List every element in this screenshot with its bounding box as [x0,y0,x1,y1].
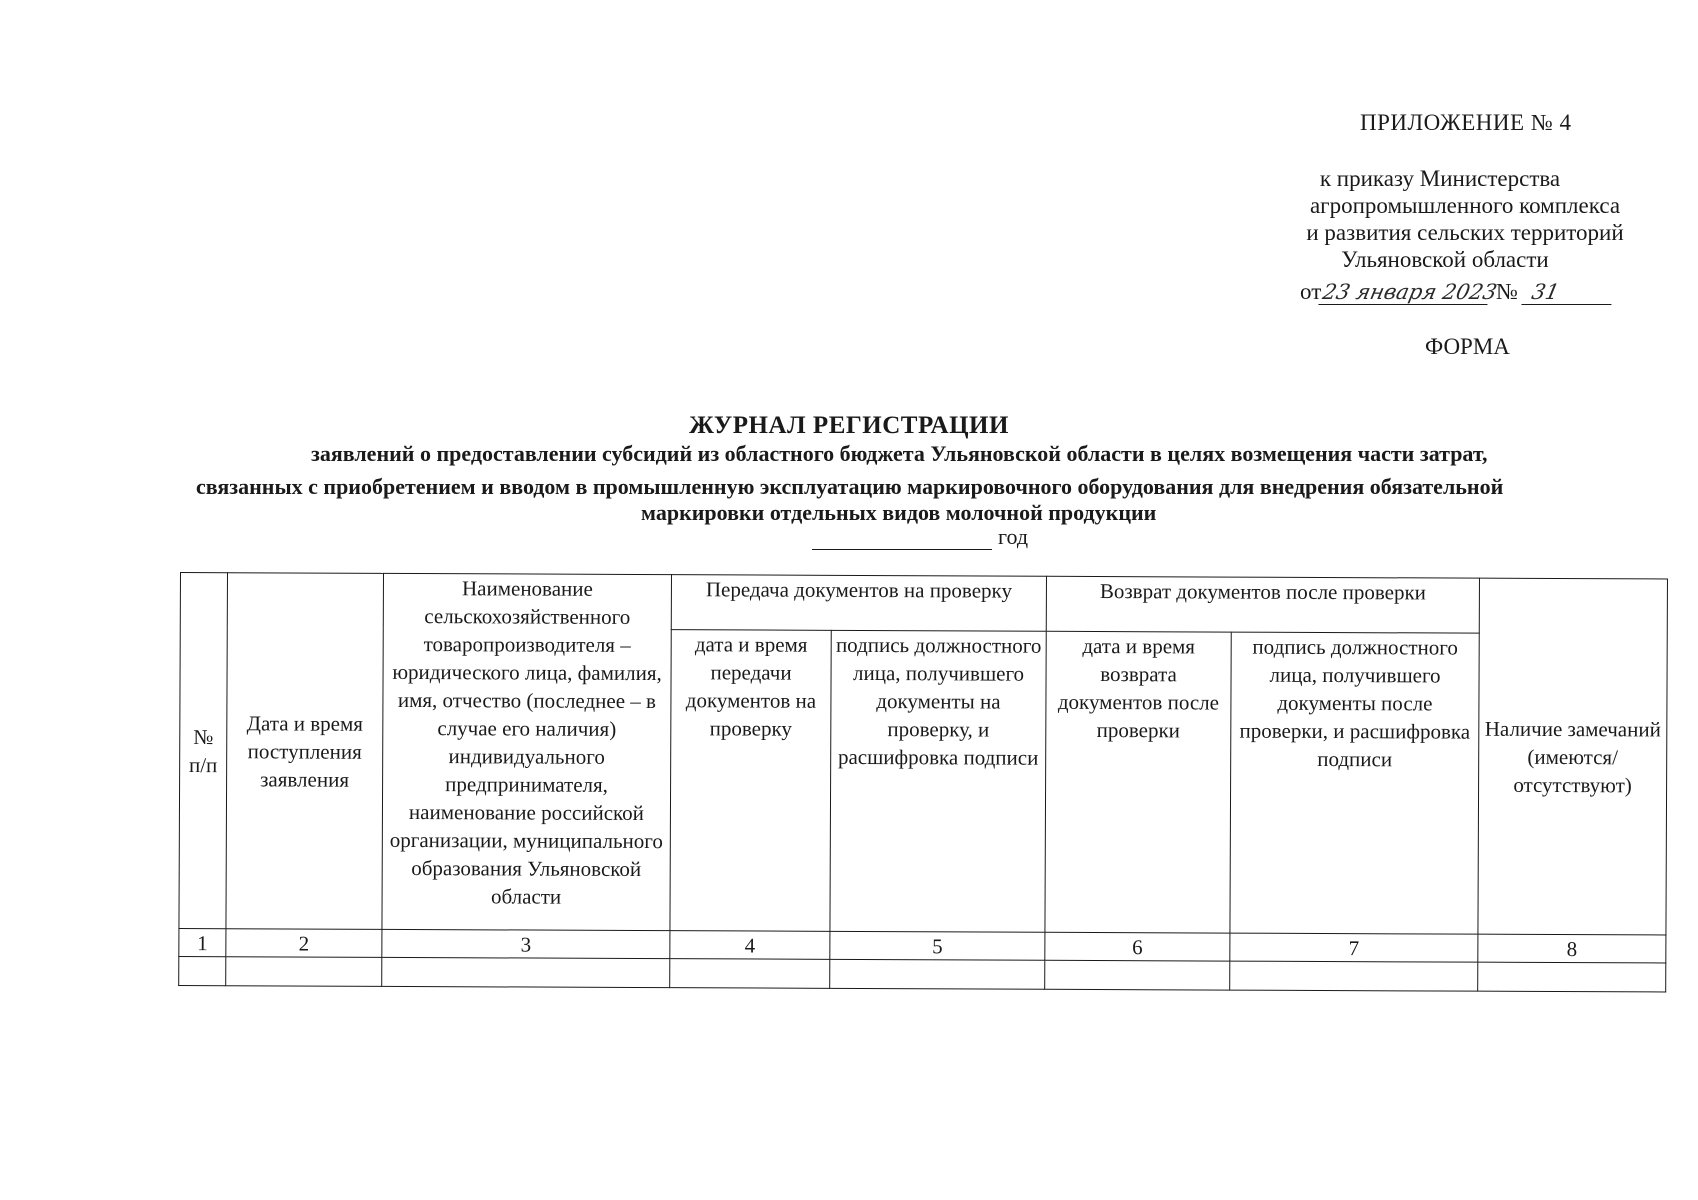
table-cell [1045,960,1230,990]
year-label: год [998,524,1029,549]
table-cell [830,959,1045,989]
column-number: 2 [226,929,382,958]
form-label: ФОРМА [1425,334,1510,359]
handwritten-order-number: 31 [1521,280,1616,305]
journal-subtitle-line: связанных с приобретением и вводом в промышленную эксплуатацию маркировочного оборудования для внедрения обязательной [196,474,1504,499]
year-blank-field [812,527,992,550]
header-cell-remarks: Наличие замечаний (имеются/ отсутствуют) [1478,578,1668,935]
column-number: 1 [179,928,226,956]
column-number: 8 [1478,934,1666,963]
column-number: 4 [670,931,830,960]
registration-table [178,572,1668,992]
order-date-number-line [1300,279,1614,305]
order-reference-line: Ульяновской области [1341,247,1549,272]
journal-title: ЖУРНАЛ РЕГИСТРАЦИИ [689,412,1009,439]
column-number: 7 [1230,933,1478,962]
table-row [179,956,1666,991]
header-cell-number: № п/п [179,573,228,929]
header-group-return: Возврат документов после проверки [1046,576,1479,633]
header-group-transfer: Передача документов на проверку [671,575,1046,632]
header-cell-date-received: Дата и время поступления заявления [226,573,384,930]
column-number: 6 [1045,932,1230,961]
table-cell [1230,961,1478,991]
header-cell-transfer-signature: подпись должностного лица, получившего документы на проверку, и расшифровка подписи [830,630,1046,932]
table-cell [382,957,670,987]
table-cell [179,956,226,985]
order-number-label: № [1496,279,1518,304]
column-number: 3 [382,929,670,958]
table-header-row [180,573,1667,634]
order-date-prefix: от [1300,279,1322,304]
header-cell-transfer-date: дата и время передачи документов на проверку [670,630,831,932]
year-line [812,524,1028,550]
header-cell-applicant-name: Наименование сельскохозяйственного товаропроизводителя – юридического лица, фамилия, имя, отчество (последнее – в случае его наличия) индивидуального предпринимателя, наименование российской организации, муниципального образования Ульяновской области [382,573,672,930]
order-reference-line: и развития сельских территорий [1306,220,1624,245]
header-cell-return-date: дата и время возврата документов после проверки [1045,631,1231,933]
appendix-title: ПРИЛОЖЕНИЕ № 4 [1360,110,1572,135]
journal-subtitle-line: маркировки отдельных видов молочной продукции [641,500,1157,525]
handwritten-order-date: 23 января 2023 [1319,280,1493,305]
column-number: 5 [830,931,1045,960]
table-cell [670,959,830,989]
table-cell [226,957,382,987]
order-reference-line: к приказу Министерства [1319,166,1561,191]
order-reference-line: агропромышленного комплекса [1309,193,1621,218]
table-cell [1478,962,1666,992]
header-cell-return-signature: подпись должностного лица, получившего документы после проверки, и расшифровка подписи [1230,632,1479,934]
journal-subtitle-line: заявлений о предоставлении субсидий из областного бюджета Ульяновской области в целях возмещения части затрат, [311,441,1488,466]
